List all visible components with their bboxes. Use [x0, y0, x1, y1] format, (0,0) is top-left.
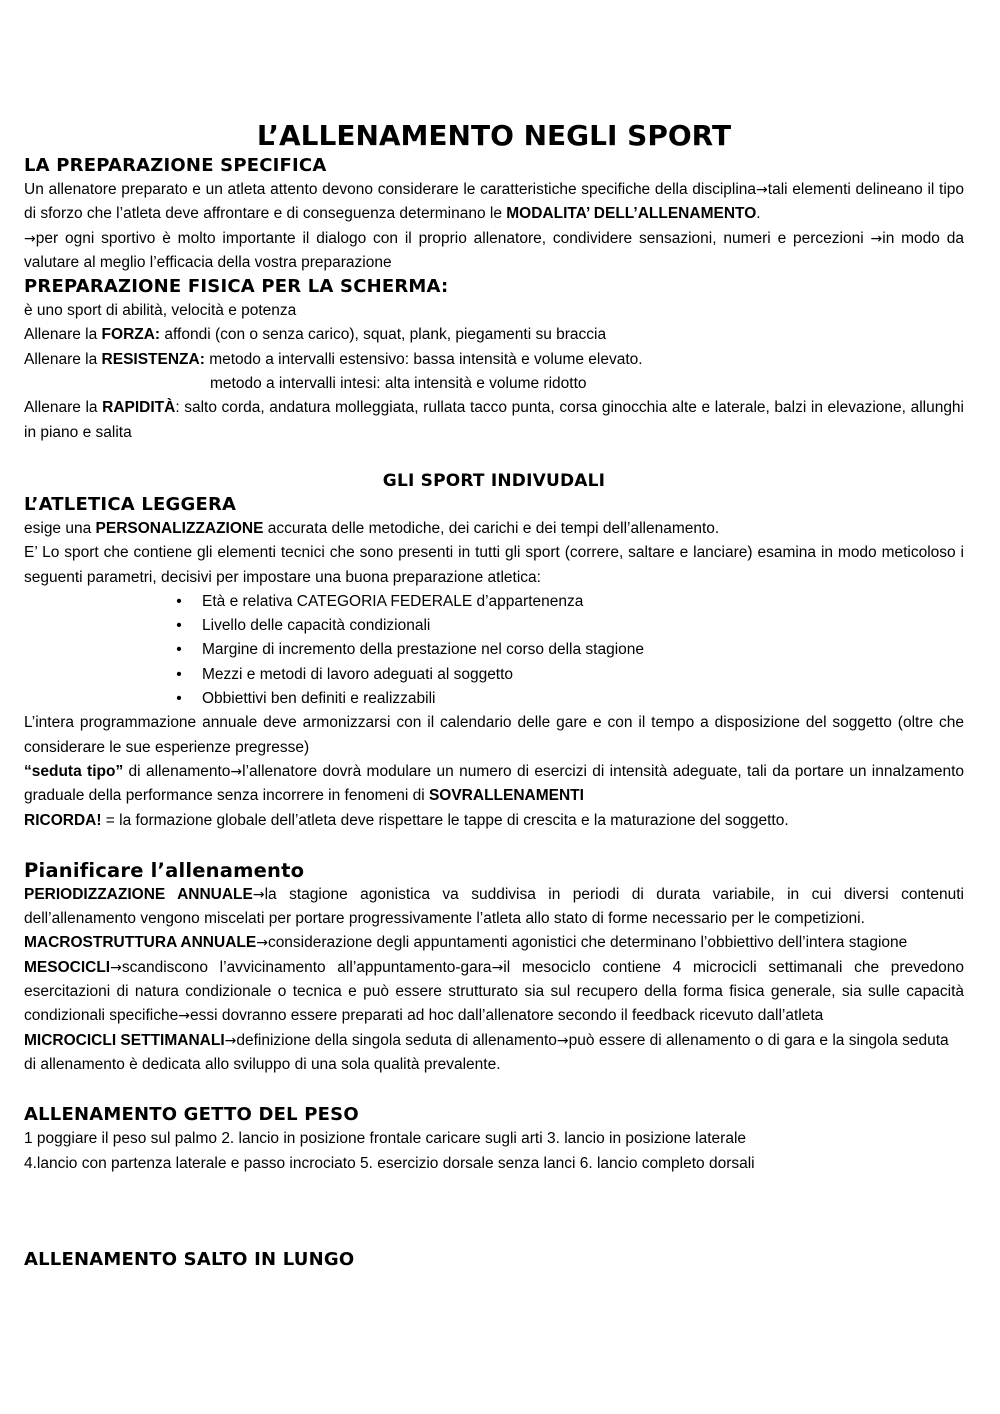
arrow-icon: →: [24, 230, 36, 247]
list-item: • Obbiettivi ben definiti e realizzabili: [202, 687, 964, 711]
arrow-icon: →: [556, 1032, 569, 1049]
arrow-icon: →: [110, 959, 122, 976]
section-heading-salto-lungo: ALLENAMENTO SALTO IN LUNGO: [24, 1248, 355, 1270]
bullet-icon: •: [176, 665, 182, 683]
text-line-peso-1: 1 poggiare il peso sul palmo 2. lancio in posizione frontale caricare sugli arti 3. lancio in posizione laterale: [24, 1130, 747, 1148]
bullet-icon: •: [176, 641, 182, 659]
paragraph-macrostruttura: MACROSTRUTTURA ANNUALE→considerazione degli appuntamenti agonistici che determinano l’obbiettivo dell’intera stagione: [24, 934, 908, 952]
arrow-icon: →: [256, 935, 268, 952]
document-page: [24, 118, 964, 1272]
text-line-rapidita: Allenare la RAPIDITÀ: salto corda, andatura molleggiata, rullata tacco punta, corsa ginocchia alte e laterale, balzi in elevazione, allunghi in piano e salita: [24, 399, 965, 441]
text-line-forza: Allenare la FORZA: affondi (con o senza carico), squat, plank, piegamenti su braccia: [24, 326, 607, 344]
paragraph-periodizzazione: PERIODIZZAZIONE ANNUALE→la stagione agonistica va suddivisa in periodi di durata variabile, in cui diversi contenuti dell’allenamento vengono miscelati per portare progressivamente l’atleta allo stato di forme necessario per le competizioni.: [24, 885, 964, 928]
paragraph-dialogo: →per ogni sportivo è molto importante il dialogo con il proprio allenatore, condividere sensazioni, numeri e percezioni →in modo da valutare al meglio l’efficacia della vostra preparazione: [24, 229, 964, 271]
section-heading-sport-individuali: GLI SPORT INDIVUDALI: [382, 470, 606, 491]
paragraph-preparazione: Un allenatore preparato e un atleta attento devono considerare le caratteristiche specifiche della disciplina→tali elementi delineano il tipo di sforzo che l’atleta deve affrontare e di conseguenza determinano le MODALITA’ DELL’ALLENAMENTO.: [24, 181, 964, 223]
paragraph-microcicli: MICROCICLI SETTIMANALI→definizione della singola seduta di allenamento→può essere di allenamento o di gara e la singola seduta di allenamento è dedicata allo sviluppo di una sola qualità prevalente.: [24, 1031, 949, 1073]
arrow-icon: →: [870, 230, 883, 247]
text-line-intervalli: metodo a intervalli intesi: alta intensità e volume ridotto: [210, 375, 587, 393]
list-item: • Livello delle capacità condizionali: [202, 614, 964, 638]
paragraph-mesocicli: MESOCICLI→scandiscono l’avvicinamento all’appuntamento-gara→il mesociclo contiene 4 microcicli settimanali che prevedono esercitazioni di natura condizionale o tecnica e può essere strutturato sia sul recupero della forma fisica generale, sia sulle capacità condizionali specifiche→essi dovranno essere preparati ad hoc dall’allenatore secondo il feedback ricevuto dall’atleta: [24, 958, 964, 1025]
text-line-resistenza: Allenare la RESISTENZA: metodo a intervalli estensivo: bassa intensità e volume elevato.: [24, 350, 643, 368]
bullet-icon: •: [176, 690, 182, 708]
paragraph-parametri: E’ Lo sport che contiene gli elementi tecnici che sono presenti in tutti gli sport (correre, saltare e lanciare) esamina in modo meticoloso i seguenti parametri, decisivi per impostare una buona preparazione atletica:: [24, 544, 964, 586]
bullet-icon: •: [176, 592, 182, 610]
list-item: • Mezzi e metodi di lavoro adeguati al soggetto: [202, 663, 964, 687]
text-line-peso-2: 4.lancio con partenza laterale e passo incrociato 5. esercizio dorsale senza lanci 6. lancio completo dorsali: [24, 1154, 755, 1172]
arrow-icon: →: [491, 959, 504, 976]
section-heading-scherma: PREPARAZIONE FISICA PER LA SCHERMA:: [24, 276, 449, 298]
text-line: è uno sport di abilità, velocità e potenza: [24, 302, 297, 320]
section-heading-pianificare: Pianificare l’allenamento: [24, 858, 305, 882]
paragraph-ricorda: RICORDA! = la formazione globale dell’atleta deve rispettare le tappe di crescita e la maturazione del soggetto.: [24, 811, 789, 829]
arrow-icon: →: [178, 1008, 190, 1025]
arrow-icon: →: [252, 886, 265, 903]
text-line-personalizzazione: esige una PERSONALIZZAZIONE accurata delle metodiche, dei carichi e dei tempi dell’allenamento.: [24, 519, 720, 537]
section-heading-getto-peso: ALLENAMENTO GETTO DEL PESO: [24, 1104, 359, 1126]
section-heading-preparazione-specifica: LA PREPARAZIONE SPECIFICA: [24, 155, 327, 176]
list-item: • Età e relativa CATEGORIA FEDERALE d’appartenenza: [202, 590, 964, 614]
bullet-list: [24, 590, 964, 711]
list-item: • Margine di incremento della prestazione nel corso della stagione: [202, 638, 964, 662]
arrow-icon: →: [230, 763, 243, 780]
page-title: L’ALLENAMENTO NEGLI SPORT: [256, 119, 732, 152]
section-heading-atletica: L’ATLETICA LEGGERA: [24, 493, 237, 515]
paragraph-seduta-tipo: “seduta tipo” di allenamento→l’allenatore dovrà modulare un numero di esercizi di intensità adeguate, tali da portare un innalzamento graduale della performance senza incorrere in fenomeni di SOVRALLENAMENTI: [24, 762, 965, 805]
arrow-icon: →: [756, 182, 768, 198]
arrow-icon: →: [224, 1032, 237, 1049]
bullet-icon: •: [176, 617, 182, 635]
paragraph-programmazione: L’intera programmazione annuale deve armonizzarsi con il calendario delle gare e con il tempo a disposizione del soggetto (oltre che considerare le sue esperienze pregresse): [24, 714, 964, 756]
